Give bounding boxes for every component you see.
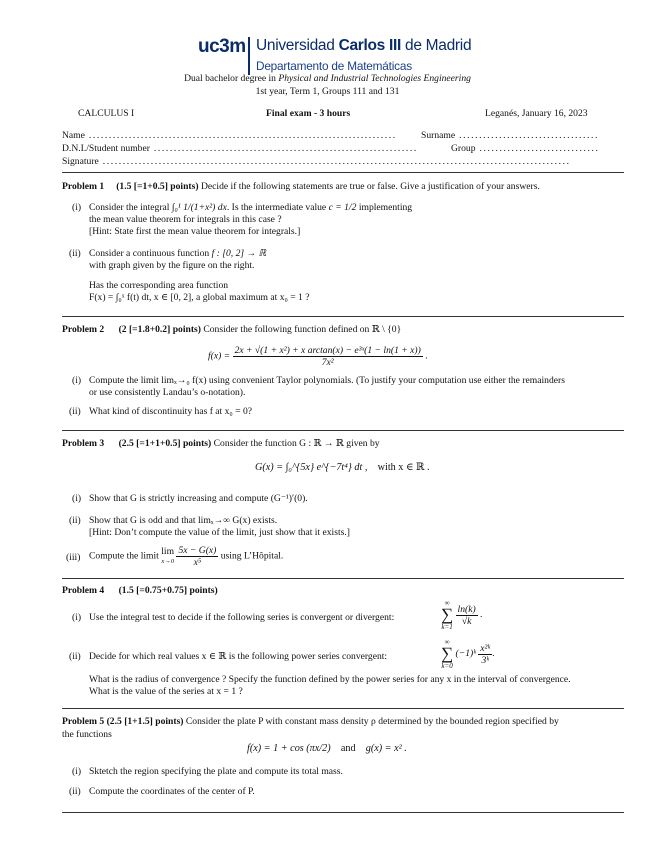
divider [62,812,624,813]
divider [62,316,624,317]
p3-iii-line: Compute the limit lim x→0 $\frac{5x - G(x)}{\text{x⁵}}$ using L’Hôpital. [89,545,284,568]
p2-ii-label: (ii) [69,406,81,417]
p5-formulas: f(x) = 1 + cos (πx/2) and g(x) = x² . [247,743,407,754]
p1-i-label: (i) [72,202,82,213]
p4-ii-line3: What is the value of the series at x = 1 ? [89,686,243,697]
group-row[interactable]: Group .............................. [451,143,600,154]
p3-i-label: (i) [72,493,82,504]
signature-row[interactable]: Signature ..................................................................................................................... [62,156,571,167]
divider [62,578,624,579]
p1-ii-line4: F(x) = ∫₀ˣ f(t) dt, x ∈ [0, 2], a global maximum at x₀ = 1 ? [89,292,310,303]
p2-i-line2: or use consistently Landau’s o-notation). [89,387,246,398]
dni-row[interactable]: D.N.I./Student number .................................................................. [62,143,418,154]
surname-row[interactable]: Surname ................................... [421,130,600,141]
p1-ii-label: (ii) [69,248,81,259]
logo-divider [248,37,250,75]
p4-ii-series: ∞ ∑ k=0 (−1)ᵏ $\frac{\text{x²ᵏ}}{\text{3ᵏ}}$ . [441,638,495,670]
p1-i-hint: [Hint: State first the mean value theorem for integrals.] [89,226,301,237]
p3-i-line: Show that G is strictly increasing and compute (G⁻¹)′(0). [89,493,308,504]
p1-ii-line1: Consider a continuous function f : [0, 2] → ℝ [89,248,267,259]
department-name: Departamento de Matemáticas [256,59,412,73]
problem-2-heading: Problem 2 (2 [=1.8+0.2] points) Consider the following function defined on ℝ \ {0} [62,324,402,335]
problem-3-heading: Problem 3 (2.5 [=1+1+0.5] points) Consider the function G : ℝ → ℝ given by [62,438,380,449]
divider [62,172,624,173]
place-date: Leganés, January 16, 2023 [485,108,588,119]
p5-ii-line: Compute the coordinates of the center of P. [89,786,255,797]
p2-function: f(x) = $\frac{\text{2x + √(1 + x²) + x arctan(x) − e³ˣ(1 − ln(1 + x))}}{\text{7x²}}$ . [208,345,428,368]
p2-i-line1: Compute the limit limₓ→₀ f(x) using convenient Taylor polynomials. (To justify your computation use either the remainders [89,375,565,386]
problem-5-heading: Problem 5 (2.5 [1+1.5] points) Consider the plate P with constant mass density ρ determined by the bounded region specified by [62,716,559,727]
divider [62,708,624,709]
p3-ii-hint: [Hint: Don’t compute the value of the limit, just show that it exists.] [89,527,350,538]
p1-i-line2: the mean value theorem for integrals in this case ? [89,214,282,225]
p4-ii-label: (ii) [69,651,81,662]
p1-ii-line3: Has the corresponding area function [89,280,229,291]
p2-i-label: (i) [72,375,82,386]
p2-ii-line: What kind of discontinuity has f at x₀ = 0? [89,406,253,417]
course-name: CALCULUS I [78,108,135,119]
year-line: 1st year, Term 1, Groups 111 and 131 [255,86,400,97]
problem-1-heading: Problem 1 (1.5 [=1+0.5] points) Decide if the following statements are true or false. Give a justification of your answers. [62,181,540,192]
p5-i-label: (i) [72,766,82,777]
p3-ii-label: (ii) [69,515,81,526]
p3-iii-label: (iii) [66,552,81,563]
p5-ii-label: (ii) [69,786,81,797]
divider [62,430,624,431]
university-name: Universidad Carlos III de Madrid [256,37,472,54]
problem-5-statement2: the functions [62,729,112,740]
p4-ii-line2: What is the radius of convergence ? Specify the function defined by the power series for any x in the interval of convergence. [89,674,571,685]
p4-i-line: Use the integral test to decide if the following series is convergent or divergent: [89,612,395,623]
p5-i-line: Sktetch the region specifying the plate and compute its total mass. [89,766,343,777]
p4-i-series: ∞ ∑ k=1 $\frac{\ln(k)}{√k}$ . [441,599,483,631]
uc3m-logo: uc3m [198,36,246,57]
p3-formula: G(x) = ∫₀^{5x} e^{−7t⁴} dt , with x ∈ ℝ . [255,462,430,473]
p4-i-label: (i) [72,612,82,623]
p3-ii-line1: Show that G is odd and that limₓ→∞ G(x) exists. [89,515,278,526]
p1-i-line1: Consider the integral ∫₀¹ 1/(1+x²) dx. Is the intermediate value c = 1/2 implementing [89,202,413,213]
degree-line: Dual bachelor degree in Physical and Industrial Technologies Engineering [184,73,471,84]
problem-4-heading: Problem 4 (1.5 [=0.75+0.75] points) [62,585,218,596]
exam-title: Final exam - 3 hours [266,108,351,119]
p4-ii-line: Decide for which real values x ∈ ℝ is the following power series convergent: [89,651,388,662]
p1-ii-line2: with graph given by the figure on the right. [89,260,255,271]
name-row[interactable]: Name ............................................................................. [62,130,397,141]
